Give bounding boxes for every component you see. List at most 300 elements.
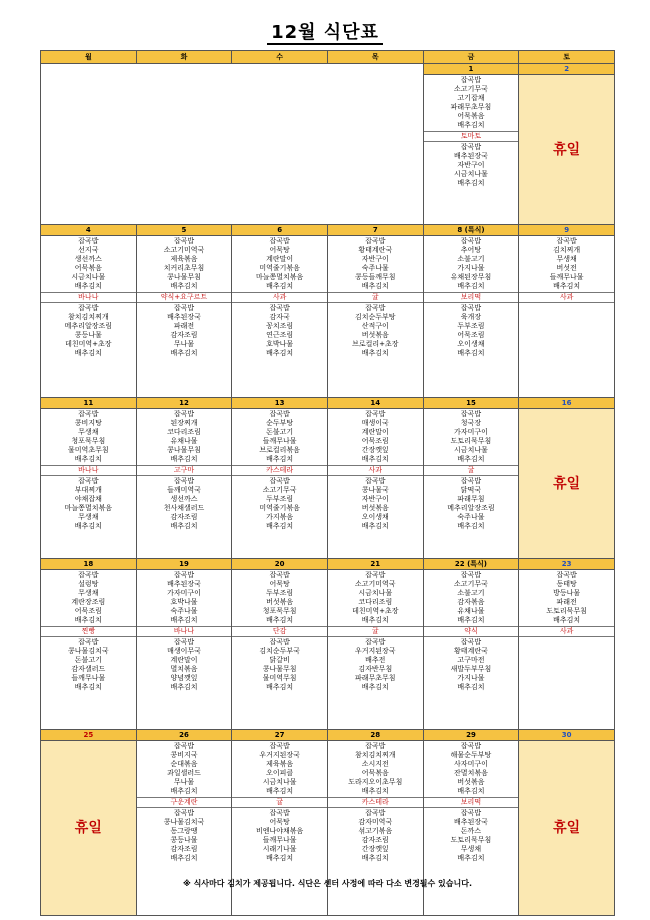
menu-row bbox=[41, 741, 615, 916]
menu-item: 감자샐러드 bbox=[71, 665, 106, 674]
dinner-menu bbox=[137, 809, 232, 862]
menu-item: 배추김치 bbox=[457, 348, 485, 357]
menu-item: 배추김치 bbox=[170, 281, 198, 290]
day-number: 28 bbox=[327, 730, 423, 741]
day-number: 27 bbox=[232, 730, 328, 741]
lunch-menu bbox=[328, 236, 423, 290]
dinner-menu bbox=[328, 304, 423, 357]
menu-item: 잡곡밥 bbox=[460, 410, 482, 418]
menu-item: 김치순두부국 bbox=[259, 647, 300, 656]
menu-item: 김치찌개 bbox=[553, 245, 581, 254]
menu-item: 돈까스 bbox=[460, 827, 482, 836]
day-number: 22 (특식) bbox=[423, 559, 519, 570]
menu-item: 가자미구이 bbox=[454, 427, 488, 436]
menu-item: 배추김치 bbox=[74, 281, 102, 290]
menu-item: 마늘쫑멸치볶음 bbox=[255, 272, 304, 281]
dinner-menu bbox=[328, 477, 423, 530]
snack-item: 사과 bbox=[328, 465, 423, 476]
menu-item: 콩비지탕 bbox=[74, 418, 102, 427]
menu-item: 브로컬리볶음 bbox=[259, 445, 300, 454]
snack-item: 귤 bbox=[424, 465, 519, 476]
menu-item: 시금치나물 bbox=[358, 588, 393, 597]
menu-item: 고기잡채 bbox=[457, 93, 485, 102]
menu-item: 감자국 bbox=[269, 313, 290, 322]
lunch-menu bbox=[232, 570, 327, 624]
menu-item: 감자미역국 bbox=[358, 818, 393, 827]
menu-item: 버섯볶음 bbox=[266, 597, 294, 606]
menu-item: 숙주나물 bbox=[170, 606, 198, 615]
menu-item: 배추김치 bbox=[457, 521, 485, 530]
day-number: 1 bbox=[423, 64, 519, 75]
menu-item: 잡곡밥 bbox=[460, 638, 482, 647]
menu-item: 배추김치 bbox=[170, 615, 198, 624]
day-menu-cell bbox=[232, 409, 328, 559]
day-menu-cell bbox=[423, 409, 519, 559]
menu-item: 무생채 bbox=[556, 254, 577, 263]
menu-item: 잡곡밥 bbox=[365, 304, 386, 313]
footer-note: ※ 식사마다 김치가 제공됩니다. 식단은 센터 사정에 따라 다소 변경될수 있습니다. bbox=[183, 879, 472, 888]
menu-item: 브로컬리+초장 bbox=[352, 340, 399, 349]
menu-item: 무생채 bbox=[78, 427, 99, 436]
menu-item: 비엔나야채볶음 bbox=[255, 827, 304, 836]
day-number: 30 bbox=[519, 730, 615, 741]
snack-item: 바나나 bbox=[41, 292, 136, 303]
menu-item: 마늘쫑멸치볶음 bbox=[64, 504, 112, 513]
menu-item: 파래전 bbox=[173, 322, 195, 331]
menu-item: 매생이무국 bbox=[167, 647, 201, 656]
menu-item: 매생이국 bbox=[361, 418, 389, 427]
menu-item: 잡곡밥 bbox=[78, 304, 99, 313]
menu-item: 닭갈비 bbox=[269, 656, 290, 665]
snack-item: 토마토 bbox=[424, 131, 519, 142]
menu-item: 배추김치 bbox=[170, 786, 198, 795]
menu-item: 제육볶음 bbox=[266, 759, 294, 768]
day-menu-cell bbox=[232, 570, 328, 730]
menu-item: 배추김치 bbox=[457, 615, 485, 624]
menu-item: 돈불고기 bbox=[266, 427, 294, 436]
day-number: 29 bbox=[423, 730, 519, 741]
menu-item: 계란장조림 bbox=[71, 597, 106, 606]
menu-item: 황태계란국 bbox=[454, 647, 488, 656]
menu-item: 소불고기 bbox=[457, 254, 485, 263]
menu-item: 오이피클 bbox=[266, 768, 294, 777]
weekday-thu: 목 bbox=[327, 51, 423, 64]
menu-item: 들깨미역국 bbox=[167, 486, 201, 495]
day-menu-cell bbox=[327, 236, 423, 398]
menu-item: 참치김치찌개 bbox=[355, 750, 396, 759]
menu-item: 배추김치 bbox=[361, 853, 389, 862]
menu-item: 들깨무나물 bbox=[262, 836, 297, 845]
menu-item: 생선까스 bbox=[74, 254, 102, 263]
menu-item: 간장깻잎 bbox=[361, 845, 389, 854]
menu-item: 배추김치 bbox=[361, 454, 389, 463]
menu-item: 연근조림 bbox=[266, 331, 294, 340]
menu-item: 도토리묵무침 bbox=[546, 606, 587, 615]
menu-item: 호박나물 bbox=[170, 597, 198, 606]
day-number: 19 bbox=[136, 559, 232, 570]
menu-item: 김치순두부탕 bbox=[355, 313, 396, 322]
dinner-menu bbox=[232, 477, 327, 530]
menu-item: 코다리조림 bbox=[167, 427, 201, 436]
menu-item: 해물순두부탕 bbox=[450, 750, 492, 759]
weekday-sat: 토 bbox=[519, 51, 615, 64]
menu-item: 자반구이 bbox=[361, 495, 389, 504]
menu-item: 배추김치 bbox=[266, 281, 294, 290]
menu-item: 치커리초무침 bbox=[163, 263, 205, 272]
day-number: 5 bbox=[136, 225, 232, 236]
menu-item: 유채나물 bbox=[457, 606, 485, 615]
menu-item: 동그랑땡 bbox=[170, 827, 198, 836]
menu-item: 감자볶음 bbox=[457, 597, 485, 606]
menu-item: 시금치나물 bbox=[262, 777, 297, 786]
menu-item: 배추김치 bbox=[74, 682, 102, 691]
menu-item: 잡곡밥 bbox=[460, 742, 482, 750]
menu-item: 배추김치 bbox=[74, 615, 102, 624]
menu-item: 청국장 bbox=[460, 418, 482, 427]
snack-item: 귤 bbox=[328, 626, 423, 637]
dinner-menu bbox=[424, 638, 519, 691]
menu-item: 청포묵무침 bbox=[71, 436, 106, 445]
snack-item: 바나나 bbox=[137, 626, 232, 637]
menu-item: 배추김치 bbox=[361, 786, 389, 795]
lunch-menu bbox=[232, 741, 327, 795]
snack-item: 사과 bbox=[232, 292, 327, 303]
menu-item: 숙주나물 bbox=[457, 513, 485, 522]
menu-item: 잡곡밥 bbox=[173, 410, 195, 418]
holiday-cell bbox=[519, 741, 615, 916]
day-menu-cell bbox=[423, 741, 519, 916]
menu-item: 시금치나물 bbox=[454, 445, 488, 454]
lunch-menu bbox=[137, 570, 232, 624]
day-menu-cell bbox=[423, 236, 519, 398]
menu-item: 배추김치 bbox=[457, 179, 485, 188]
menu-item: 소고기무국 bbox=[454, 579, 488, 588]
day-menu-cell bbox=[423, 75, 519, 225]
lunch-menu bbox=[41, 236, 136, 290]
weekday-tue: 화 bbox=[136, 51, 232, 64]
day-number: 6 bbox=[232, 225, 328, 236]
lunch-menu bbox=[424, 75, 519, 129]
menu-item: 잡곡밥 bbox=[269, 477, 290, 486]
day-number: 8 (특식) bbox=[423, 225, 519, 236]
day-menu-cell bbox=[136, 741, 232, 916]
menu-item: 배추김치 bbox=[170, 521, 198, 530]
menu-item: 어묵조림 bbox=[457, 331, 485, 340]
menu-item: 계란말이 bbox=[266, 254, 294, 263]
day-menu-cell bbox=[136, 409, 232, 559]
menu-item: 콩등나물 bbox=[170, 836, 198, 845]
menu-item: 잡곡밥 bbox=[173, 809, 195, 818]
menu-item: 파래전 bbox=[556, 597, 577, 606]
menu-item: 배추김치 bbox=[553, 615, 581, 624]
menu-item: 어묵볶음 bbox=[74, 263, 102, 272]
lunch-menu bbox=[519, 570, 614, 624]
lunch-menu bbox=[328, 409, 423, 463]
menu-item: 배추김치 bbox=[457, 120, 485, 129]
menu-item: 배추김치 bbox=[361, 348, 389, 357]
day-menu-cell bbox=[41, 236, 137, 398]
menu-item: 방등나물 bbox=[553, 588, 581, 597]
lunch-menu bbox=[424, 741, 519, 795]
menu-item: 잡곡밥 bbox=[365, 477, 386, 486]
menu-item: 오이생채 bbox=[457, 340, 485, 349]
menu-item: 배추김치 bbox=[361, 615, 389, 624]
menu-item: 감자조림 bbox=[361, 836, 389, 845]
menu-item: 우거지된장국 bbox=[355, 647, 396, 656]
menu-item: 오이생채 bbox=[361, 513, 389, 522]
menu-item: 잡곡밥 bbox=[556, 237, 577, 245]
menu-item: 배추김치 bbox=[457, 786, 485, 795]
snack-item: 귤 bbox=[328, 292, 423, 303]
snack-item: 카스테라 bbox=[328, 797, 423, 808]
menu-row bbox=[41, 409, 615, 559]
day-number: 7 bbox=[327, 225, 423, 236]
menu-item: 양념깻잎 bbox=[170, 674, 198, 683]
lunch-menu bbox=[137, 741, 232, 795]
menu-item: 배추김치 bbox=[266, 348, 294, 357]
menu-item: 콩나물무침 bbox=[262, 665, 297, 674]
day-number: 13 bbox=[232, 398, 328, 409]
menu-item: 콩나물김치국 bbox=[68, 647, 109, 656]
day-menu-cell bbox=[232, 236, 328, 398]
menu-item: 계란말이 bbox=[170, 656, 198, 665]
menu-item: 콩나물국 bbox=[361, 486, 389, 495]
menu-item: 잡곡밥 bbox=[460, 304, 482, 313]
dinner-menu bbox=[41, 638, 136, 691]
menu-item: 청포묵무침 bbox=[262, 606, 297, 615]
dinner-menu bbox=[137, 638, 232, 691]
menu-item: 잡곡밥 bbox=[269, 809, 290, 818]
menu-item: 두부조림 bbox=[266, 588, 294, 597]
dinner-menu bbox=[232, 809, 327, 862]
menu-item: 잡곡밥 bbox=[365, 410, 386, 418]
lunch-menu bbox=[232, 236, 327, 290]
menu-item: 배추김치 bbox=[74, 348, 102, 357]
holiday-label: 휴일 bbox=[74, 820, 102, 836]
menu-item: 배추김치 bbox=[170, 454, 198, 463]
menu-item: 추어탕 bbox=[460, 245, 482, 254]
menu-item: 들깨무나물 bbox=[549, 272, 584, 281]
menu-item: 어묵탕 bbox=[269, 818, 290, 827]
menu-item: 잡곡밥 bbox=[365, 742, 386, 750]
menu-item: 잡곡밥 bbox=[78, 571, 99, 579]
day-number: 23 bbox=[519, 559, 615, 570]
menu-item: 과일샐러드 bbox=[167, 768, 201, 777]
menu-item: 가자미구이 bbox=[167, 588, 201, 597]
menu-item: 배추김치 bbox=[457, 281, 485, 290]
menu-item: 잡곡밥 bbox=[269, 410, 290, 418]
menu-item: 제육볶음 bbox=[170, 254, 198, 263]
menu-row bbox=[41, 236, 615, 398]
date-row bbox=[41, 64, 615, 75]
day-number: 4 bbox=[41, 225, 137, 236]
menu-item: 배추김치 bbox=[266, 682, 294, 691]
menu-item: 도토리묵무침 bbox=[450, 836, 492, 845]
menu-item: 어묵조림 bbox=[74, 606, 102, 615]
menu-item: 어묵조림 bbox=[361, 436, 389, 445]
menu-item: 잡곡밥 bbox=[173, 638, 195, 647]
menu-item: 버섯볶음 bbox=[361, 331, 389, 340]
day-menu-cell bbox=[519, 236, 615, 398]
lunch-menu bbox=[328, 570, 423, 624]
menu-item: 잡곡밥 bbox=[173, 477, 195, 486]
page-title: 12월 식단표 bbox=[0, 18, 650, 44]
menu-item: 숙주나물 bbox=[361, 263, 389, 272]
menu-item: 배추김치 bbox=[74, 454, 102, 463]
menu-item: 어묵볶음 bbox=[361, 768, 389, 777]
menu-item: 메추리알장조림 bbox=[447, 504, 495, 513]
snack-item: 귤 bbox=[232, 797, 327, 808]
day-menu-cell bbox=[136, 570, 232, 730]
menu-item: 순대볶음 bbox=[170, 759, 198, 768]
menu-item: 간장깻잎 bbox=[361, 445, 389, 454]
lunch-menu bbox=[137, 236, 232, 290]
menu-item: 시래기나물 bbox=[262, 845, 297, 854]
date-row bbox=[41, 398, 615, 409]
weekday-wed: 수 bbox=[232, 51, 328, 64]
day-number: 25 bbox=[41, 730, 137, 741]
menu-item: 잡곡밥 bbox=[78, 638, 99, 647]
menu-item: 무생채 bbox=[78, 588, 99, 597]
menu-item: 소고기무국 bbox=[454, 84, 488, 93]
day-number: 18 bbox=[41, 559, 137, 570]
menu-item: 잡곡밥 bbox=[173, 304, 195, 313]
snack-item: 고구마 bbox=[137, 465, 232, 476]
menu-item: 천사채샐러드 bbox=[163, 504, 205, 513]
menu-item: 사자미구이 bbox=[454, 759, 488, 768]
menu-item: 콩비지국 bbox=[170, 750, 198, 759]
lunch-menu bbox=[519, 236, 614, 290]
menu-item: 잡곡밥 bbox=[460, 809, 482, 818]
dinner-menu bbox=[41, 477, 136, 530]
menu-item: 무생채 bbox=[460, 845, 482, 854]
menu-item: 잡곡밥 bbox=[173, 742, 195, 750]
menu-item: 우거지된장국 bbox=[259, 750, 300, 759]
lunch-menu bbox=[424, 409, 519, 463]
dinner-menu bbox=[41, 304, 136, 357]
dinner-menu bbox=[424, 304, 519, 357]
menu-table bbox=[40, 50, 615, 916]
menu-item: 두부조림 bbox=[457, 322, 485, 331]
lunch-menu bbox=[137, 409, 232, 463]
day-menu-cell bbox=[327, 409, 423, 559]
snack-item: 찐빵 bbox=[41, 626, 136, 637]
day-menu-cell bbox=[327, 741, 423, 916]
menu-item: 배추김치 bbox=[266, 615, 294, 624]
day-menu-cell bbox=[41, 570, 137, 730]
snack-item: 보리떡 bbox=[424, 292, 519, 303]
menu-item: 잡곡밥 bbox=[460, 571, 482, 579]
menu-item: 김자반무침 bbox=[358, 665, 393, 674]
menu-item: 부대찌개 bbox=[74, 486, 102, 495]
menu-item: 야채잡채 bbox=[74, 495, 102, 504]
menu-item: 배추김치 bbox=[170, 853, 198, 862]
menu-item: 산적구이 bbox=[361, 322, 389, 331]
holiday-cell bbox=[519, 409, 615, 559]
menu-item: 물미역무침 bbox=[262, 674, 297, 683]
menu-item: 생선까스 bbox=[170, 495, 198, 504]
menu-row bbox=[41, 570, 615, 730]
day-number: 15 bbox=[423, 398, 519, 409]
day-number: 26 bbox=[136, 730, 232, 741]
menu-item: 잡곡밥 bbox=[78, 237, 99, 245]
menu-item: 들깨무나물 bbox=[262, 436, 297, 445]
menu-item: 들깨무나물 bbox=[71, 674, 106, 683]
menu-item: 잡곡밥 bbox=[460, 76, 482, 84]
lunch-menu bbox=[232, 409, 327, 463]
lunch-menu bbox=[424, 570, 519, 624]
menu-item: 배추김치 bbox=[361, 521, 389, 530]
menu-item: 배추김치 bbox=[266, 786, 294, 795]
menu-item: 잡곡밥 bbox=[269, 304, 290, 313]
menu-item: 배추김치 bbox=[266, 521, 294, 530]
menu-item: 설렁탕 bbox=[78, 579, 99, 588]
menu-item: 버섯볶음 bbox=[361, 504, 389, 513]
dinner-menu bbox=[424, 809, 519, 862]
menu-item: 계란말이 bbox=[361, 427, 389, 436]
menu-item: 된장찌개 bbox=[170, 418, 198, 427]
empty-cell bbox=[41, 64, 424, 225]
menu-item: 감자조림 bbox=[170, 513, 198, 522]
menu-item: 무생채 bbox=[78, 513, 99, 522]
snack-item: 단감 bbox=[232, 626, 327, 637]
dinner-menu bbox=[232, 638, 327, 691]
menu-item: 파래무초무침 bbox=[355, 674, 396, 683]
day-number: 2 bbox=[519, 64, 615, 75]
menu-item: 메추리알장조림 bbox=[64, 322, 112, 331]
menu-item: 가지나물 bbox=[457, 263, 485, 272]
menu-item: 잡곡밥 bbox=[365, 638, 386, 647]
day-menu-cell bbox=[136, 236, 232, 398]
menu-item: 동태탕 bbox=[556, 579, 577, 588]
menu-item: 잡곡밥 bbox=[460, 237, 482, 245]
menu-item: 꽁치조림 bbox=[266, 322, 294, 331]
day-number: 16 bbox=[519, 398, 615, 409]
menu-item: 유채된장무침 bbox=[450, 272, 492, 281]
menu-item: 잡곡밥 bbox=[269, 571, 290, 579]
snack-item: 카스테라 bbox=[232, 465, 327, 476]
menu-item: 배추김치 bbox=[457, 853, 485, 862]
lunch-menu bbox=[328, 741, 423, 795]
menu-item: 잔멸치볶음 bbox=[454, 768, 488, 777]
menu-item: 잡곡밥 bbox=[365, 809, 386, 818]
menu-item: 파래무초무침 bbox=[450, 102, 492, 111]
menu-item: 감자조림 bbox=[170, 331, 198, 340]
date-row bbox=[41, 730, 615, 741]
snack-item: 구운계란 bbox=[137, 797, 232, 808]
menu-item: 콩나물김치국 bbox=[163, 818, 205, 827]
day-menu-cell bbox=[423, 570, 519, 730]
menu-item: 배추김치 bbox=[170, 348, 198, 357]
menu-item: 유채나물 bbox=[170, 436, 198, 445]
menu-item: 배추김치 bbox=[553, 281, 581, 290]
day-menu-cell bbox=[327, 570, 423, 730]
menu-item: 무나물 bbox=[173, 777, 195, 786]
menu-item: 참치김치찌개 bbox=[68, 313, 109, 322]
menu-item: 자반구이 bbox=[457, 161, 485, 170]
dinner-menu bbox=[137, 477, 232, 530]
dinner-menu bbox=[232, 304, 327, 357]
menu-item: 어묵탕 bbox=[269, 245, 290, 254]
menu-item: 무나물 bbox=[173, 340, 195, 349]
holiday-label: 휴일 bbox=[553, 141, 581, 158]
menu-item: 어묵탕 bbox=[269, 579, 290, 588]
menu-item: 잡곡밥 bbox=[269, 742, 290, 750]
menu-item: 배추된장국 bbox=[454, 152, 488, 161]
menu-item: 잡곡밥 bbox=[269, 638, 290, 647]
menu-item: 잡곡밥 bbox=[460, 143, 482, 152]
menu-item: 가지나물 bbox=[457, 674, 485, 683]
